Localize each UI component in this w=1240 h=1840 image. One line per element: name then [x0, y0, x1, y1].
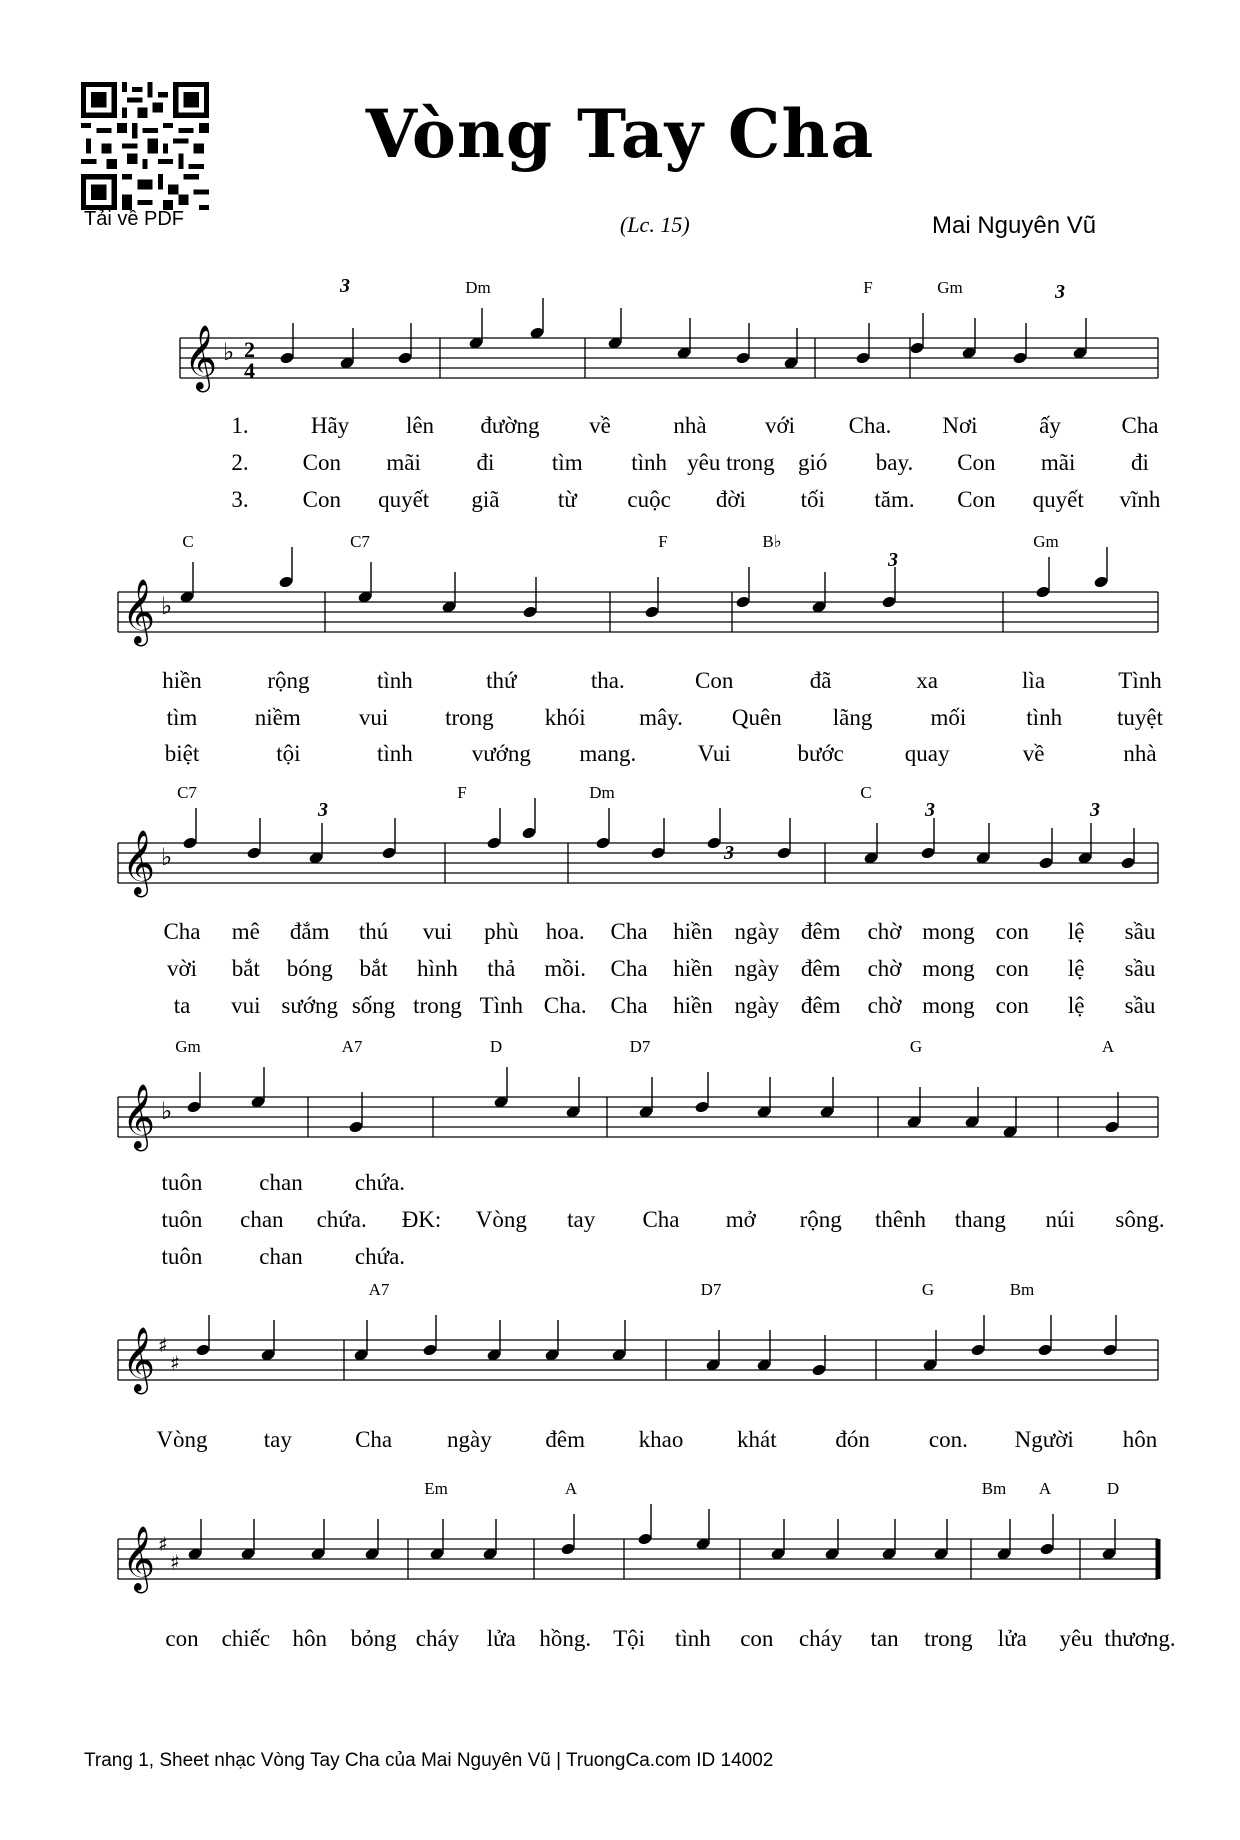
- lyric-word: đi: [1131, 450, 1149, 475]
- lyric-word: trong: [445, 705, 494, 730]
- chord-symbol: Gm: [1033, 532, 1059, 551]
- triplet-number: 3: [888, 549, 898, 571]
- chord-symbol: Dm: [465, 278, 491, 297]
- treble-clef-icon: 𝄞: [122, 1327, 156, 1392]
- lyric-word: thứ: [486, 668, 517, 693]
- lyric-word: đêm: [800, 993, 841, 1018]
- triplet-number: 3: [340, 275, 350, 297]
- lyric-word: chan: [240, 1207, 284, 1232]
- lyric-word: Con: [957, 487, 996, 512]
- lyric-word: 1.: [231, 413, 249, 438]
- lyric-word: cháy: [798, 1626, 843, 1651]
- lyric-word: thang: [954, 1207, 1006, 1232]
- lyric-word: vướng: [471, 741, 531, 766]
- lyric-word: mãi: [386, 450, 421, 475]
- lyric-word: Vòng: [156, 1427, 208, 1452]
- lyric-word: chờ: [867, 956, 902, 981]
- chord-symbol: D7: [629, 1037, 651, 1056]
- lyric-word: tha.: [590, 668, 625, 693]
- chord-symbol: Em: [424, 1479, 448, 1498]
- lyric-word: lên: [405, 413, 435, 438]
- lyric-word: tìm: [166, 705, 198, 730]
- chord-symbol: Gm: [175, 1037, 201, 1056]
- lyric-word: con: [165, 1626, 199, 1651]
- lyric-word: đón: [835, 1427, 870, 1452]
- chord-symbol: F: [658, 532, 668, 551]
- sharp-icon: ♯: [170, 1351, 180, 1375]
- lyric-word: tình: [1026, 705, 1063, 730]
- chord-symbol: Gm: [937, 278, 963, 297]
- lyric-word: đắm: [289, 919, 330, 944]
- lyric-word: Cha: [355, 1427, 393, 1452]
- lyric-word: quyết: [378, 487, 430, 512]
- lyric-word: tăm.: [874, 487, 915, 512]
- lyric-word: hiền: [673, 919, 713, 944]
- triplet-number: 3: [318, 799, 328, 821]
- treble-clef-icon: 𝄞: [122, 1084, 156, 1149]
- lyric-word: tuôn: [161, 1244, 203, 1269]
- lyric-word: lệ: [1067, 919, 1085, 944]
- lyric-word: đêm: [800, 919, 841, 944]
- lyric-word: yêu: [1059, 1626, 1093, 1651]
- lyric-word: tội: [276, 741, 301, 766]
- chord-symbol: A: [1038, 1479, 1052, 1498]
- lyric-word: Tình: [1118, 668, 1162, 693]
- lyric-word: con.: [928, 1427, 968, 1452]
- lyric-word: lệ: [1067, 956, 1085, 981]
- lyric-word: Cha: [610, 956, 648, 981]
- flat-icon: ♭: [223, 338, 235, 366]
- lyric-word: hiền: [673, 956, 713, 981]
- chord-symbol: Bm: [1009, 1280, 1035, 1299]
- lyric-word: tình: [376, 668, 413, 693]
- chord-symbol: C: [860, 783, 872, 802]
- lyric-word: mong: [922, 956, 975, 981]
- lyric-word: mê: [231, 919, 260, 944]
- lyric-word: từ: [557, 487, 577, 512]
- chord-symbol: C: [182, 532, 194, 551]
- lyric-word: thương.: [1104, 1626, 1176, 1651]
- lyric-word: tình: [376, 741, 413, 766]
- chord-symbol: Bm: [981, 1479, 1007, 1498]
- flat-icon: ♭: [161, 843, 173, 871]
- flat-icon: ♭: [161, 1097, 173, 1125]
- lyric-word: rộng: [267, 668, 310, 693]
- lyric-word: tình: [675, 1626, 711, 1651]
- lyric-word: mồi.: [544, 956, 586, 981]
- triplet-number: 3: [1090, 799, 1100, 821]
- triplet-number: 3: [925, 799, 935, 821]
- chord-symbol: F: [457, 783, 467, 802]
- lyric-word: phù: [484, 919, 519, 944]
- lyric-word: Cha: [642, 1207, 680, 1232]
- lyric-word: Quên: [731, 705, 782, 730]
- lyric-word: con: [740, 1626, 774, 1651]
- lyric-word: mãi: [1040, 450, 1076, 475]
- lyric-word: vĩnh: [1119, 487, 1161, 512]
- lyric-word: hồng.: [539, 1626, 592, 1651]
- chord-symbol: A7: [368, 1280, 390, 1299]
- lyric-word: núi: [1045, 1207, 1075, 1232]
- lyric-word: đêm: [800, 956, 841, 981]
- lyric-word: chờ: [867, 993, 902, 1018]
- lyric-word: lửa: [997, 1626, 1027, 1651]
- lyric-word: tay: [567, 1207, 596, 1232]
- lyric-word: thả: [487, 956, 516, 981]
- lyric-word: Cha.: [543, 993, 587, 1018]
- page-footer: Trang 1, Sheet nhạc Vòng Tay Cha của Mai Nguyên Vũ | TruongCa.com ID 14002: [84, 1750, 774, 1771]
- lyric-word: sông.: [1115, 1207, 1165, 1232]
- lyric-word: quyết: [1032, 487, 1084, 512]
- lyric-word: vui: [231, 993, 261, 1018]
- sharp-icon: ♯: [170, 1550, 180, 1574]
- lyric-word: quay: [904, 741, 950, 766]
- song-title: Vòng Tay Cha: [365, 95, 875, 173]
- lyric-word: ngày: [734, 919, 780, 944]
- chord-symbol: C7: [177, 783, 197, 802]
- sharp-icon: ♯: [158, 1333, 168, 1357]
- triplet-number: 3: [1055, 281, 1065, 303]
- lyric-word: Vòng: [475, 1207, 527, 1232]
- lyric-word: cuộc: [627, 487, 671, 512]
- lyric-word: chứa.: [316, 1207, 367, 1232]
- lyric-word: đời: [715, 487, 746, 512]
- lyric-word: tay: [263, 1427, 292, 1452]
- lyric-word: khát: [736, 1427, 777, 1452]
- lyric-word: lãng: [832, 705, 873, 730]
- lyric-word: Cha: [610, 993, 648, 1018]
- lyric-word: hôn: [292, 1626, 327, 1651]
- lyric-word: Cha: [163, 919, 201, 944]
- lyric-word: Con: [957, 450, 996, 475]
- lyric-word: vui: [422, 919, 453, 944]
- lyric-word: mối: [930, 705, 967, 730]
- lyric-word: khao: [638, 1427, 684, 1452]
- time-signature-numerator: 2: [244, 337, 255, 362]
- lyric-word: tìm: [551, 450, 583, 475]
- lyric-word: sầu: [1124, 919, 1156, 944]
- lyric-word: tuôn: [161, 1170, 203, 1195]
- lyric-word: giã: [471, 487, 500, 512]
- lyric-word: đã: [809, 668, 832, 693]
- lyric-word: biệt: [164, 741, 200, 766]
- lyric-word: chứa.: [354, 1170, 406, 1195]
- lyric-word: chờ: [867, 919, 902, 944]
- lyric-word: mong: [922, 993, 975, 1018]
- lyric-word: 3.: [231, 487, 249, 512]
- lyric-word: Cha: [1121, 413, 1159, 438]
- chord-symbol: Dm: [589, 783, 615, 802]
- lyric-word: chứa.: [354, 1244, 406, 1269]
- lyric-word: bắt: [231, 956, 260, 981]
- lyric-word: Tình: [479, 993, 524, 1018]
- chord-symbol: D: [489, 1037, 503, 1056]
- lyric-word: Con: [302, 450, 341, 475]
- lyric-word: với: [764, 413, 796, 438]
- lyric-word: sầu: [1124, 993, 1156, 1018]
- lyric-word: Vui: [697, 741, 731, 766]
- lyric-word: đêm: [545, 1427, 586, 1452]
- lyric-word: ấy: [1039, 413, 1061, 438]
- lyric-word: hoa.: [545, 919, 585, 944]
- lyric-word: nhà: [1123, 741, 1157, 766]
- lyric-word: chiếc: [221, 1626, 271, 1651]
- lyric-word: Cha: [610, 919, 648, 944]
- lyric-word: hình: [417, 956, 458, 981]
- chord-symbol: D7: [700, 1280, 722, 1299]
- lyric-word: tuyệt: [1117, 705, 1163, 730]
- lyric-word: về: [1022, 741, 1045, 766]
- lyric-word: về: [589, 413, 611, 438]
- lyric-word: xa: [916, 668, 938, 693]
- lyric-word: sống: [351, 993, 396, 1018]
- lyric-word: vời: [166, 956, 198, 981]
- lyric-word: sướng: [281, 993, 339, 1018]
- lyric-word: trong: [924, 1626, 973, 1651]
- lyric-word: Tội: [613, 1626, 646, 1651]
- lyric-word: thú: [358, 919, 389, 944]
- time-signature-denominator: 4: [244, 358, 255, 383]
- lyric-word: yêu trong: [687, 450, 775, 475]
- triplet-number: 3: [724, 842, 734, 864]
- lyric-word: Con: [302, 487, 341, 512]
- lyric-word: chan: [259, 1244, 303, 1269]
- chord-symbol: B♭: [762, 532, 782, 551]
- lyric-word: tan: [870, 1626, 899, 1651]
- lyric-word: thênh: [874, 1207, 927, 1232]
- lyric-word: Người: [1014, 1427, 1074, 1452]
- lyric-word: rộng: [799, 1207, 842, 1232]
- chord-symbol: G: [921, 1280, 935, 1299]
- lyric-word: bay.: [875, 450, 914, 475]
- lyric-word: gió: [798, 450, 828, 475]
- lyric-word: Nơi: [942, 413, 978, 438]
- lyric-word: mây.: [639, 705, 683, 730]
- lyric-word: niềm: [254, 705, 301, 730]
- lyric-word: con: [995, 956, 1029, 981]
- lyric-word: vui: [358, 705, 389, 730]
- chord-symbol: F: [863, 278, 873, 297]
- lyric-word: Con: [695, 668, 734, 693]
- chord-symbol: C7: [350, 532, 370, 551]
- lyric-word: ngày: [447, 1427, 492, 1452]
- lyric-word: bắt: [359, 956, 388, 981]
- chord-symbol: G: [909, 1037, 923, 1056]
- flat-icon: ♭: [161, 592, 173, 620]
- chord-symbol: D: [1106, 1479, 1120, 1498]
- lyric-word: lìa: [1022, 668, 1046, 693]
- lyric-word: khói: [544, 705, 586, 730]
- lyric-word: lửa: [486, 1626, 516, 1651]
- lyric-word: ngày: [734, 993, 780, 1018]
- lyric-word: hiền: [162, 668, 202, 693]
- composer-name: Mai Nguyên Vũ: [932, 212, 1097, 239]
- scripture-reference: (Lc. 15): [620, 212, 690, 237]
- lyric-word: bỏng: [350, 1626, 397, 1651]
- treble-clef-icon: 𝄞: [122, 579, 156, 644]
- lyric-word: 2.: [231, 450, 249, 475]
- lyric-word: ĐK:: [401, 1207, 442, 1232]
- treble-clef-icon: 𝄞: [184, 325, 218, 390]
- chord-symbol: A7: [341, 1037, 363, 1056]
- lyric-word: sầu: [1124, 956, 1156, 981]
- lyric-word: bóng: [286, 956, 333, 981]
- lyric-word: hiền: [673, 993, 713, 1018]
- lyric-word: con: [995, 993, 1029, 1018]
- lyric-word: mong: [922, 919, 975, 944]
- lyric-word: tuôn: [161, 1207, 203, 1232]
- lyric-word: mở: [725, 1207, 756, 1232]
- lyric-word: tối: [800, 487, 825, 512]
- lyric-word: chan: [259, 1170, 303, 1195]
- treble-clef-icon: 𝄞: [122, 830, 156, 895]
- lyric-word: con: [995, 919, 1029, 944]
- lyric-word: ngày: [734, 956, 780, 981]
- sharp-icon: ♯: [158, 1532, 168, 1556]
- chord-symbol: A: [1101, 1037, 1115, 1056]
- chord-symbol: A: [564, 1479, 578, 1498]
- lyric-word: trong: [413, 993, 462, 1018]
- lyric-word: đường: [480, 413, 540, 438]
- lyric-word: cháy: [415, 1626, 460, 1651]
- lyric-word: đi: [476, 450, 495, 475]
- lyric-word: bước: [797, 741, 844, 766]
- lyric-word: hôn: [1122, 1427, 1158, 1452]
- lyric-word: Cha.: [848, 413, 892, 438]
- lyric-word: mang.: [579, 741, 637, 766]
- lyric-word: lệ: [1067, 993, 1085, 1018]
- lyric-word: nhà: [673, 413, 707, 438]
- treble-clef-icon: 𝄞: [122, 1526, 156, 1591]
- lyric-word: tình: [631, 450, 667, 475]
- download-pdf-link[interactable]: Tải về PDF: [84, 208, 185, 230]
- lyric-word: Hãy: [310, 413, 350, 438]
- lyric-word: ta: [173, 993, 191, 1018]
